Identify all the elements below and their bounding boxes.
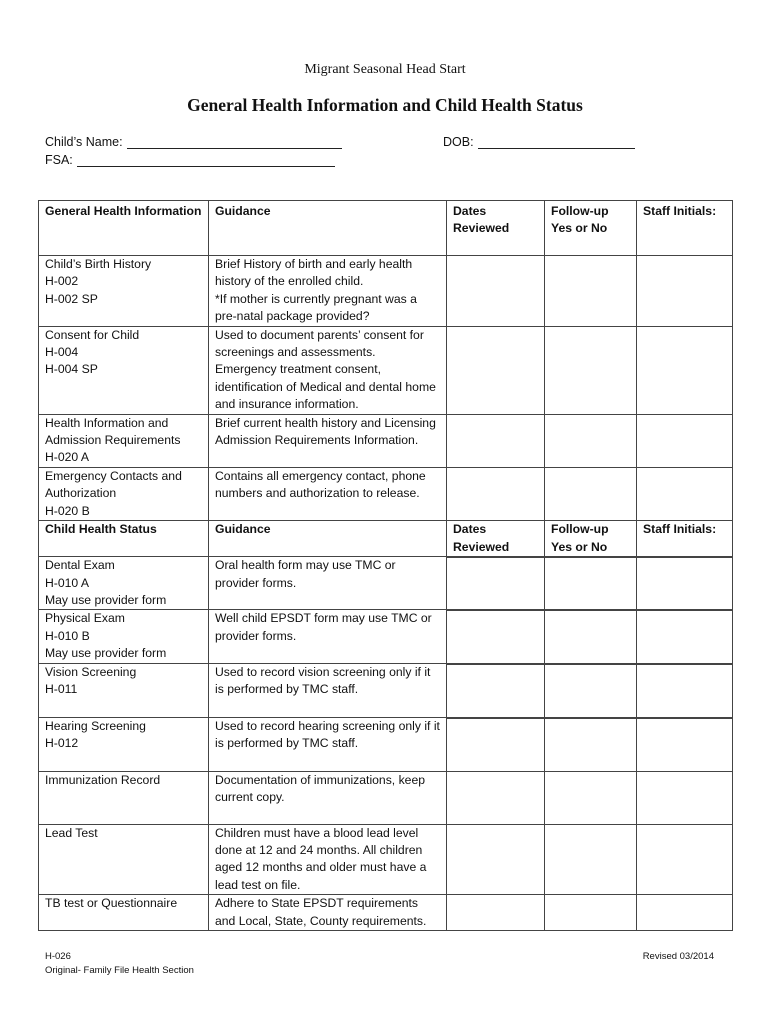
follow-up-cell[interactable] [545,256,637,327]
footer-left [45,950,194,978]
table-row [39,663,733,717]
item-name: Vision Screening [45,664,137,679]
dates-reviewed-cell[interactable] [447,326,545,414]
form-title: General Health Information and Child Health Status [187,95,583,115]
form-code: H-010 B [45,628,90,643]
column-header-guidance: Guidance [209,521,447,557]
table-row [39,414,733,467]
form-code: H-011 [45,681,78,696]
guidance-text: Children must have a blood lead level done at 12 and 24 months. All children aged 12 months and older must have a lead test on file. [215,825,427,892]
column-header-follow-up: Follow-up Yes or No [545,521,637,557]
revision-date: Revised 03/2014 [642,951,714,962]
follow-up-cell[interactable] [545,326,637,414]
guidance-cell [209,256,447,327]
child-name-field[interactable] [45,134,342,149]
item-name: Child’s Birth History [45,257,152,271]
follow-up-cell[interactable] [545,895,637,931]
follow-up-cell[interactable] [545,467,637,520]
table-row [39,610,733,663]
dates-reviewed-cell[interactable] [447,414,545,467]
form-code: H-012 [45,735,79,750]
column-header-guidance: Guidance [209,201,447,256]
item-name: Immunization Record [45,772,161,787]
item-note: May use provider form [45,592,167,607]
dates-reviewed-cell[interactable] [447,771,545,824]
section2-header-row [39,521,733,557]
form-code: H-010 A [45,575,90,590]
form-code: H-002 [45,274,79,289]
item-cell [39,467,209,520]
table-row [39,717,733,771]
column-header-item: Child Health Status [39,521,209,557]
health-review-table [38,200,733,931]
footer-right [643,950,714,964]
guidance-cell [209,610,447,663]
column-header-dates-reviewed: Dates Reviewed [447,201,545,256]
follow-up-cell[interactable] [545,663,637,717]
follow-up-cell[interactable] [545,771,637,824]
staff-initials-cell[interactable] [637,771,733,824]
item-cell [39,824,209,895]
section1-header-row [39,201,733,256]
staff-initials-cell[interactable] [637,326,733,414]
guidance-cell [209,557,447,610]
child-name-label: Child’s Name: [45,135,123,149]
item-cell [39,610,209,663]
table-row [39,326,733,414]
distribution-note: Original- Family File Health Section [45,965,194,976]
follow-up-cell[interactable] [545,557,637,610]
staff-initials-cell[interactable] [637,663,733,717]
guidance-text: Emergency treatment consent, identification of Medical and dental home and insurance information. [215,362,436,412]
dates-reviewed-cell[interactable] [447,824,545,895]
column-header-staff-initials: Staff Initials: [637,201,733,256]
staff-initials-cell[interactable] [637,557,733,610]
table-row [39,557,733,610]
fsa-blank[interactable] [77,152,335,167]
form-number: H-026 [45,951,71,962]
item-cell [39,771,209,824]
item-cell [39,895,209,931]
fsa-field[interactable] [45,152,335,167]
column-header-follow-up: Follow-up Yes or No [545,201,637,256]
table-row [39,256,733,327]
follow-up-cell[interactable] [545,414,637,467]
staff-initials-cell[interactable] [637,895,733,931]
item-name: Emergency Contacts and Authorization [45,468,182,501]
dates-reviewed-cell[interactable] [447,895,545,931]
column-header-item: General Health Information [39,201,209,256]
item-name: Health Information and Admission Requirements [45,415,181,448]
organization-name: Migrant Seasonal Head Start [304,62,466,77]
guidance-text: Documentation of immunizations, keep current copy. [215,772,426,804]
guidance-cell [209,663,447,717]
item-name: TB test or Questionnaire [45,896,178,911]
guidance-cell [209,467,447,520]
item-cell [39,256,209,327]
form-code: H-004 [45,345,79,360]
item-cell [39,663,209,717]
form-code: H-020 B [45,503,90,518]
follow-up-cell[interactable] [545,717,637,771]
item-note: May use provider form [45,646,167,661]
staff-initials-cell[interactable] [637,717,733,771]
dates-reviewed-cell[interactable] [447,717,545,771]
dob-field[interactable] [443,134,635,149]
item-name: Hearing Screening [45,718,146,733]
dob-blank[interactable] [478,134,635,149]
item-name: Consent for Child [45,327,140,342]
dates-reviewed-cell[interactable] [447,663,545,717]
guidance-cell [209,326,447,414]
guidance-cell [209,771,447,824]
guidance-text: Brief History of birth and early health history of the enrolled child. [215,257,413,289]
guidance-text: Used to document parents’ consent for screenings and assessments. [215,327,424,360]
guidance-cell [209,414,447,467]
table-row [39,467,733,520]
form-code: H-020 A [45,450,90,465]
staff-initials-cell[interactable] [637,256,733,327]
staff-initials-cell[interactable] [637,610,733,663]
item-cell [39,326,209,414]
column-header-staff-initials: Staff Initials: [637,521,733,557]
guidance-cell [209,824,447,895]
item-name: Lead Test [45,825,98,840]
guidance-text: Well child EPSDT form may use TMC or provider forms. [215,611,432,643]
guidance-cell [209,895,447,931]
child-name-blank[interactable] [127,134,342,149]
guidance-text: Used to record hearing screening only if it is performed by TMC staff. [215,718,440,750]
dates-reviewed-cell[interactable] [447,610,545,663]
guidance-text: Brief current health history and Licensing Admission Requirements Information. [215,415,436,448]
guidance-text: Contains all emergency contact, phone numbers and authorization to release. [215,468,426,501]
guidance-text: Oral health form may use TMC or provider forms. [215,558,396,590]
follow-up-cell[interactable] [545,610,637,663]
guidance-text: Used to record vision screening only if it is performed by TMC staff. [215,664,431,696]
item-cell [39,717,209,771]
guidance-text: *If mother is currently pregnant was a pre-natal package provided? [215,291,417,324]
column-header-dates-reviewed: Dates Reviewed [447,521,545,557]
item-cell [39,557,209,610]
fsa-label: FSA: [45,153,73,167]
dates-reviewed-cell[interactable] [447,557,545,610]
follow-up-cell[interactable] [545,824,637,895]
dob-label: DOB: [443,135,474,149]
table-row [39,895,733,931]
dates-reviewed-cell[interactable] [447,467,545,520]
staff-initials-cell[interactable] [637,467,733,520]
dates-reviewed-cell[interactable] [447,256,545,327]
table-row [39,771,733,824]
form-code: H-002 SP [45,291,98,306]
item-name: Physical Exam [45,611,125,626]
staff-initials-cell[interactable] [637,824,733,895]
staff-initials-cell[interactable] [637,414,733,467]
form-code: H-004 SP [45,362,98,377]
item-cell [39,414,209,467]
guidance-text: Adhere to State EPSDT requirements and Local, State, County requirements. [215,896,427,928]
table-row [39,824,733,895]
guidance-cell [209,717,447,771]
item-name: Dental Exam [45,558,115,573]
